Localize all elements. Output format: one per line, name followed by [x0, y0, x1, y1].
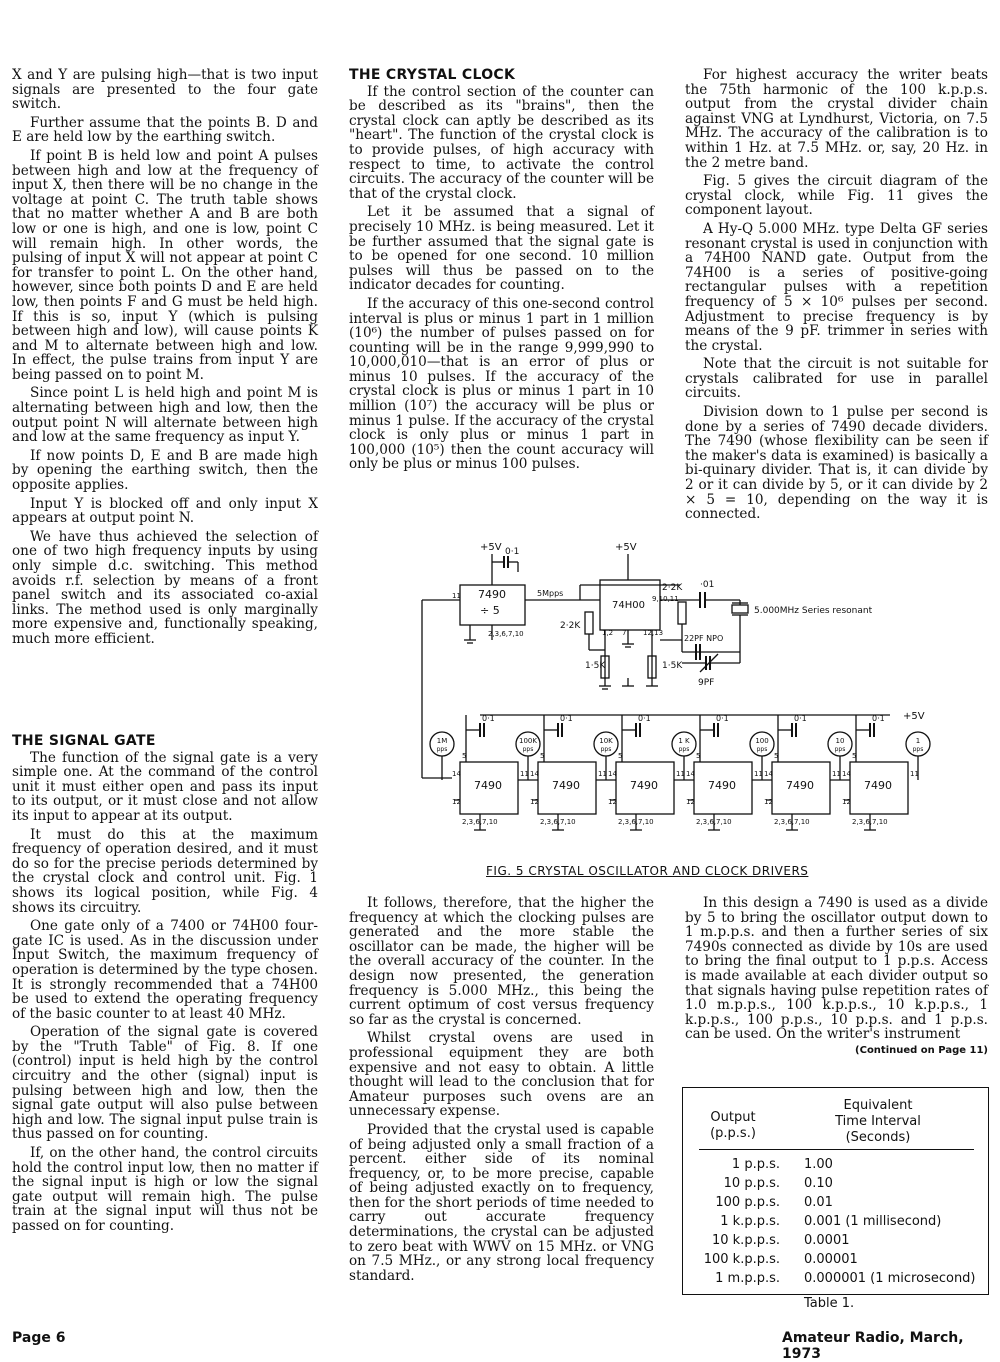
pin-label: 12 [530, 798, 539, 806]
col-header-interval [803, 1098, 953, 1146]
page-number: Page 6 [12, 1330, 66, 1346]
cap-label: 0·1 [716, 714, 729, 723]
cap-label: 0·1 [638, 714, 651, 723]
paragraph: If now points D, E and B are made high by opening the earthing switch, then the opposite applies. [12, 447, 318, 494]
paragraph: Fig. 5 gives the circuit diagram of the crystal clock, while Fig. 11 gives the component layout. [685, 173, 988, 219]
header-rule [699, 1149, 974, 1150]
pin-label: 14 [686, 770, 695, 778]
table-row [683, 1252, 988, 1270]
divider-chain [452, 714, 919, 830]
paragraph: The function of the signal gate is a very simple one. At the command of the control unit it must either open and pass its input to its output, or it must close and not allow its input to appear at its output. [12, 749, 318, 824]
pin-label: 11 [520, 770, 529, 778]
pin-label: 14 [842, 770, 851, 778]
output-unit: pps [436, 746, 448, 753]
header-line: Equivalent [843, 1098, 913, 1113]
chip-label: 7490 [474, 779, 502, 792]
table-row [683, 1176, 988, 1194]
paragraph: In this design a 7490 is used as a divide by 5 to bring the oscillator output down to 1 m.p.p.s. and then a further series of six 7490s connected as divide by 10s are used to bring the final output to 1 p.p.s. Access is made available at each divider output so that signals having pulse repetition rates of 1.0 m.p.p.s., 100 k.p.p.s., 10 k.p.p.s., 1 k.p.p.s., 100 p.p.s., 10 p.p.s. and 1 p.p.s. can be used. On the writer's instrument [685, 895, 988, 1043]
column-3 [685, 68, 988, 526]
paragraph: If the control section of the counter can be described as its "brains", then the crystal clock can aptly be described as its "heart". The function of the crystal clock is to provide pulses, of high accuracy with respect to time, to activate the control circuits. The accuracy of the counter will be that of the crystal clock. [349, 83, 654, 202]
pin-label: 12 [452, 798, 461, 806]
chip-label: 7490 [630, 779, 658, 792]
output-rate: 1 [915, 737, 921, 745]
paragraph: Further assume that the points B. D and E are held low by the earthing switch. [12, 114, 318, 146]
pin-label: 11 [676, 770, 685, 778]
paragraph: Note that the circuit is not suitable for crystals calibrated for use in parallel circuits. [685, 356, 988, 402]
pin-label: 11 [754, 770, 763, 778]
pin-label: 12 [608, 798, 617, 806]
pin-label: 11 [910, 770, 919, 778]
table-row [683, 1157, 988, 1175]
pin-label: 14 [608, 770, 617, 778]
chip-divisor: ÷ 5 [480, 604, 500, 617]
paragraph: A Hy-Q 5.000 MHz. type Delta GF series resonant crystal is used in conjunction with a 74H00 NAND gate. Output from the 74H00 is a series of positive-going rectangular pulses with a repetition frequency of 5 × 10⁶ pulses per second. Adjustment to precise frequency is by means of the 9 pF. trimmer in series with the crystal. [685, 220, 988, 354]
cell-time: 1.00 [804, 1157, 833, 1172]
pin-label: 5 [462, 752, 467, 760]
chip-label: 74H00 [612, 600, 645, 611]
output-unit: pps [756, 746, 768, 753]
pin-label: 11 [452, 592, 461, 600]
table-row [683, 1195, 988, 1213]
cell-output: 1 k.p.p.s. [720, 1214, 780, 1229]
pin-label: 2,3,6,7,10 [852, 818, 888, 826]
resistor-label: 1·5K [662, 661, 683, 671]
pin-label: 2,3,6,7,10 [488, 630, 524, 638]
publication-line: Amateur Radio, March, 1973 [782, 1330, 964, 1362]
column-1 [12, 68, 318, 651]
column-2-lower [349, 896, 654, 1287]
paragraph: We have thus achieved the selection of one of two high frequency inputs by using only simple d.c. switching. This method avoids r.f. selection by means of a front panel switch and its associated co-axial links. The method used is only marginally more expensive and, functionally speaking, much more efficient. [12, 528, 318, 647]
paragraph: Whilst crystal ovens are used in professional equipment they are both expensive and not easy to obtain. A little thought will lead to the conclusion that for Amateur purposes such ovens are an unnecessary expense. [349, 1030, 654, 1120]
pin-label: 5 [774, 752, 779, 760]
cell-time: 0.000001 (1 microsecond) [804, 1271, 976, 1286]
cell-time: 0.0001 [804, 1233, 850, 1248]
paragraph: Input Y is blocked off and only input X appears at output point N. [12, 495, 318, 527]
section-heading-crystal-clock: THE CRYSTAL CLOCK [349, 67, 516, 83]
cell-time: 0.001 (1 millisecond) [804, 1214, 942, 1229]
supply-label: +5V [615, 542, 637, 553]
pin-label: 9,10,11 [652, 595, 679, 603]
column-2 [349, 68, 654, 476]
chip-label: 7490 [864, 779, 892, 792]
output-unit: pps [600, 746, 612, 753]
paragraph: If, on the other hand, the control circuits hold the control input low, then no matter if the signal input is high or low the signal gate output will remain high. The pulse train at the signal input will thus not be passed on for counting. [12, 1145, 318, 1234]
pin-label: 11 [832, 770, 841, 778]
supply-label: +5V [903, 711, 925, 722]
output-rate: 100K [519, 737, 537, 745]
continued-note: (Continued on Page 11) [855, 1044, 988, 1056]
section-heading-signal-gate: THE SIGNAL GATE [12, 733, 156, 749]
output-rate: 10 [835, 737, 845, 745]
chip-label: 7490 [708, 779, 736, 792]
resistor-label: 2·2K [560, 621, 581, 631]
pin-label: 1,2 [602, 629, 614, 637]
pin-label: 14 [530, 770, 539, 778]
paragraph: Let it be assumed that a signal of precisely 10 MHz. is being measured. Let it be further assumed that the signal gate is to be opened for one second. 10 million pulses will thus be passed on to the indicator decades for counting. [349, 204, 654, 294]
pin-label: 14 [764, 770, 773, 778]
pin-label: 5 [696, 752, 701, 760]
output-rate: 1M [436, 737, 448, 745]
crystal-icon [732, 605, 748, 613]
header-line: (Seconds) [845, 1130, 911, 1145]
pin-label: 2,3,6,7,10 [696, 818, 732, 826]
paragraph: It follows, therefore, that the higher the frequency at which the clocking pulses are generated and the more stable the oscillator can be made, the higher will be the overall accuracy of the counter. In the design now presented, the generation frequency is 5.000 MHz., this being the current optimum of cost versus frequency so far as the crystal is concerned. [349, 895, 654, 1028]
cap-label: 22PF NPO [684, 634, 724, 643]
pin-label: 12 [764, 798, 773, 806]
cap-label: 0·1 [560, 714, 573, 723]
pin-label: 12,13 [643, 629, 664, 637]
circuit-diagram [400, 540, 960, 884]
output-rate: 10K [599, 737, 613, 745]
table-row [683, 1214, 988, 1232]
cell-time: 0.10 [804, 1176, 833, 1191]
resistor-label: 2·2K [662, 583, 683, 593]
pin-label: 5 [852, 752, 857, 760]
pin-label: 2,3,6,7,10 [462, 818, 498, 826]
pin-label: 14 [452, 770, 461, 778]
cap-label: ·01 [700, 580, 715, 590]
table-caption: Table 1. [804, 1296, 855, 1311]
resistor-label: 1·5K [585, 661, 606, 671]
pin-label: 2,3,6,7,10 [540, 818, 576, 826]
paragraph: Operation of the signal gate is covered by the "Truth Table" of Fig. 8. If one (control) input is held high by the control circuitry and the other (signal) input is pulsing between high and low, then the signal gate output will also pulse between high and low. The signal input pulse train is thus passed on for counting. [12, 1024, 318, 1143]
crystal-label: 5.000MHz Series resonant [754, 606, 873, 616]
output-unit: pps [522, 746, 534, 753]
output-unit: pps [678, 746, 690, 753]
cell-output: 10 k.p.p.s. [711, 1233, 780, 1248]
chip-label: 7490 [478, 588, 506, 601]
figure-caption: FIG. 5 CRYSTAL OSCILLATOR AND CLOCK DRIVERS [486, 864, 809, 878]
chip-label: 7490 [786, 779, 814, 792]
rate-label: 5Mpps [537, 589, 564, 598]
pin-label: 12 [686, 798, 695, 806]
cell-output: 100 k.p.p.s. [703, 1252, 780, 1267]
output-rate: 100 [755, 737, 769, 745]
cap-label: 0·1 [794, 714, 807, 723]
paragraph: If the accuracy of this one-second control interval is plus or minus 1 part in 1 million (10⁶) the number of pulses passed on for counting will be in the range 9,999,990 to 10,000,010—that is an error of plus or minus 10 pulses. If the accuracy of the crystal clock is plus or minus 1 part in 10 million (10⁷) the accuracy will be plus or minus 1 pulse. If the accuracy of the crystal clock is only plus or minus 1 part in 100,000 (10⁵) then the count accuracy will only be plus or minus 100 pulses. [349, 295, 654, 473]
cap-label: 9PF [698, 678, 715, 688]
pin-label: 2,3,6,7,10 [618, 818, 654, 826]
column-1-lower [12, 734, 318, 1238]
supply-label: +5V [480, 542, 502, 553]
pin-label: 5 [618, 752, 623, 760]
cell-time: 0.01 [804, 1195, 833, 1210]
table-row [683, 1271, 988, 1289]
cap-label: 0·1 [482, 714, 495, 723]
table-row [683, 1233, 988, 1251]
paragraph: For highest accuracy the writer beats the 75th harmonic of the 100 k.p.p.s. output from the crystal divider chain against VNG at Lyndhurst, Victoria, on 7.5 MHz. The accuracy of the calibration is to within 1 Hz. at 7.5 MHz. or, say, 20 Hz. in the 2 metre band. [685, 67, 988, 171]
cell-output: 10 p.p.s. [723, 1176, 780, 1191]
output-unit: pps [834, 746, 846, 753]
paragraph: One gate only of a 7400 or 74H00 four-gate IC is used. As in the discussion under Input Switch, the maximum frequency of operation is determined by the type chosen. It is strongly recommended that a 74H00 be used to extend the operating frequency of the basic counter to at least 40 MHz. [12, 918, 318, 1022]
chip-label: 7490 [552, 779, 580, 792]
cell-time: 0.00001 [804, 1252, 858, 1267]
pin-label: 11 [598, 770, 607, 778]
cap-label: 0·1 [505, 547, 520, 557]
paragraph: Division down to 1 pulse per second is done by a series of 7490 decade dividers. The 7490 (whose flexibility can be seen if the maker's data is examined) is basically a bi-quinary divider. That is, it can divide by 2 or it can divide by 5, or it can divide by 2 × 5 = 10, depending on the way it is connected. [685, 404, 988, 523]
paragraph: X and Y are pulsing high—that is two input signals are presented to the four gate switch. [12, 67, 318, 113]
header-line: (p.p.s.) [710, 1126, 756, 1141]
pin-label: 7 [622, 629, 627, 637]
pin-label: 12 [842, 798, 851, 806]
cell-output: 1 m.p.p.s. [715, 1271, 780, 1286]
output-unit: pps [912, 746, 924, 753]
header-line: Output [710, 1110, 756, 1125]
paragraph: It must do this at the maximum frequency of operation desired, and it must do so for the precise periods determined by the crystal clock and control unit. Fig. 1 shows its logical position, while Fig. 4 shows its circuitry. [12, 826, 318, 916]
output-rate: 1 K [678, 737, 690, 745]
col-header-output [697, 1110, 769, 1142]
column-3-lower [685, 896, 988, 1059]
paragraph: Provided that the crystal used is capable of being adjusted only a small fraction of a percent. either side of its nominal frequency, or, to be more precise, capable of being adjusted exactly on to frequency, then for the short periods of time needed to carry out accurate frequency determinations, the crystal can be adjusted to zero beat with WWV on 15 MHz. or VNG on 7.5 MHz., or any strong local frequency standard. [349, 1121, 654, 1284]
cap-label: 0·1 [872, 714, 885, 723]
paragraph: Since point L is held high and point M is alternating between high and low, then the output point N will alternate between high and low at the same frequency as input Y. [12, 385, 318, 446]
paragraph: If point B is held low and point A pulses between high and low at the frequency of input X, then there will be no change in the voltage at point C. The truth table shows that no matter whether A and B are both low or one is high, and one is low, point C will remain high. In other words, the pulsing of input X will not appear at point C for transfer to point L. On the other hand, however, since both points D and E are held low, then points F and G must be held high. If this is so, input Y (which is pulsing between high and low), will cause points K and M to alternate between high and low. In effect, the pulse trains from input Y are being passed on to point M. [12, 147, 318, 383]
pin-label: 5 [540, 752, 545, 760]
header-line: Time Interval [835, 1114, 921, 1129]
cell-output: 1 p.p.s. [731, 1157, 780, 1172]
cell-output: 100 p.p.s. [715, 1195, 780, 1210]
pin-label: 2,3,6,7,10 [774, 818, 810, 826]
table-1 [682, 1087, 989, 1295]
